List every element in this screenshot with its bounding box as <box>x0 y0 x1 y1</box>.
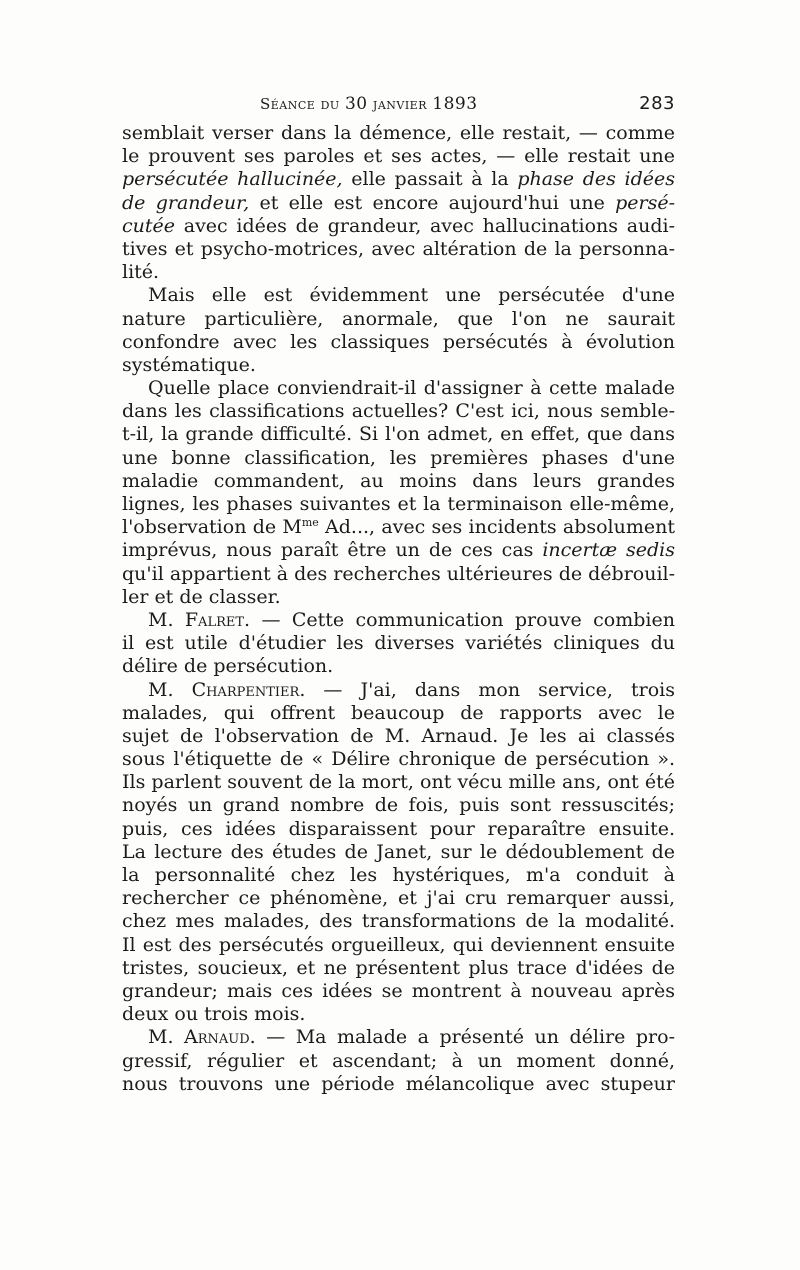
text-line: Il est des persécutés orgueilleux, qui deviennent ensuite <box>122 933 675 956</box>
running-head <box>122 94 675 120</box>
italic-phrase: phase des idées <box>517 168 675 191</box>
text-line: délire de persécution. <box>122 655 334 678</box>
text-line <box>122 609 675 632</box>
running-title-du: du <box>320 95 340 113</box>
text-line: Mais elle est évidemment une persécutée d'une <box>148 284 675 307</box>
text-line: tives et psycho-motrices, avec altération de la personna- <box>122 237 675 260</box>
text-line: Quelle place conviendrait-il d'assigner à cette malade <box>148 377 675 400</box>
text-line: lignes, les phases suivantes et la terminaison elle-même, <box>122 493 675 515</box>
text-fragment: . — Ma malade a présenté un délire pro- <box>249 1026 675 1049</box>
text-line: sous l'étiquette de « Délire chronique de persécution ». <box>122 748 675 771</box>
running-title-month: janvier <box>372 95 427 113</box>
text-fragment: et elle est encore aujourd'hui une <box>249 191 616 214</box>
speaker-prefix: M. <box>148 608 185 631</box>
text-line: tristes, soucieux, et ne présentent plus trace d'idées de <box>122 956 675 979</box>
text-fragment: elle passait à la <box>342 168 518 191</box>
text-fragment: imprévus, nous paraît être un de ces cas <box>122 539 543 562</box>
text-line: puis, ces idées disparaissent pour reparaître ensuite. <box>122 817 675 840</box>
text-line: nous trouvons une période mélancolique avec stupeur <box>122 1072 675 1095</box>
text-fragment: avec idées de grandeur, avec hallucinations audi- <box>175 214 675 237</box>
text-line <box>122 215 675 238</box>
speaker-prefix: M. <box>148 1026 184 1049</box>
running-title-seance: Séance <box>260 95 316 113</box>
text-line: nature particulière, anormale, que l'on ne saurait <box>122 307 675 330</box>
speaker-name: Falret <box>184 608 245 631</box>
text-line: ler et de classer. <box>122 585 281 608</box>
speaker-name: Arnaud <box>184 1026 250 1049</box>
text-line: systématique. <box>122 353 256 376</box>
text-line <box>122 539 675 562</box>
text-line <box>122 192 675 215</box>
text-line: la personnalité chez les hystériques, m'a conduit à <box>122 864 675 886</box>
text-line: La lecture des études de Janet, sur le dédoublement de <box>122 840 675 863</box>
speaker-name: Charpentier <box>191 678 300 701</box>
text-line: gressif, régulier et ascendant; à un moment donné, <box>122 1049 675 1072</box>
text-line <box>122 516 675 539</box>
text-line <box>122 1026 675 1049</box>
text-line: dans les classifications actuelles? C'est ici, nous semble- <box>122 400 675 423</box>
italic-phrase: de grandeur, <box>122 191 250 214</box>
italic-phrase: incertæ sedis <box>542 539 675 562</box>
text-line: rechercher ce phénomène, et j'ai cru remarquer aussi, <box>122 887 675 910</box>
text-line: semblait verser dans la démence, elle restait, — comme <box>122 122 675 144</box>
text-fragment: . — Cette communication prouve combien <box>244 608 675 631</box>
text-line: qu'il appartient à des recherches ultérieures de débrouil- <box>122 562 676 585</box>
text-line: lité. <box>122 261 160 284</box>
text-fragment: . — J'ai, dans mon service, trois <box>299 678 675 701</box>
text-line: une bonne classification, les premières phases d'une <box>122 446 675 469</box>
text-line: t-il, la grande difficulté. Si l'on admet, en effet, que dans <box>122 423 675 446</box>
italic-phrase: persé- <box>615 191 675 214</box>
text-line: sujet de l'observation de M. Arnaud. Je les ai classés <box>122 724 675 747</box>
text-line: noyés un grand nombre de fois, puis sont ressuscités; <box>122 794 675 817</box>
text-line: chez mes malades, des transformations de la modalité. <box>122 910 675 933</box>
italic-phrase: persécutée hallucinée, <box>122 168 343 191</box>
text-line: grandeur; mais ces idées se montrent à nouveau après <box>122 979 675 1002</box>
text-line: le prouvent ses paroles et ses actes, — elle restait une <box>122 145 675 168</box>
text-line: il est utile d'étudier les diverses variétés cliniques du <box>122 632 675 655</box>
running-title-year: 1893 <box>432 94 478 114</box>
running-title <box>260 94 478 114</box>
text-fragment: Ad..., avec ses incidents absolument <box>318 516 675 539</box>
text-line: Ils parlent souvent de la mort, ont vécu mille ans, ont été <box>122 771 675 794</box>
superscript: me <box>301 516 319 530</box>
text-line: maladie commandent, au moins dans leurs grandes <box>122 469 675 492</box>
italic-phrase: cutée <box>122 214 176 237</box>
text-line <box>122 168 675 191</box>
text-line: deux ou trois mois. <box>122 1003 306 1026</box>
text-fragment: l'observation de M <box>122 516 302 539</box>
speaker-prefix: M. <box>148 678 192 701</box>
text-line: confondre avec les classiques persécutés à évolution <box>122 330 675 353</box>
page-number: 283 <box>639 93 675 114</box>
body-text <box>122 122 675 1096</box>
running-title-day: 30 <box>344 94 368 114</box>
text-line: malades, qui offrent beaucoup de rapports avec le <box>122 701 675 724</box>
text-line <box>122 679 675 702</box>
